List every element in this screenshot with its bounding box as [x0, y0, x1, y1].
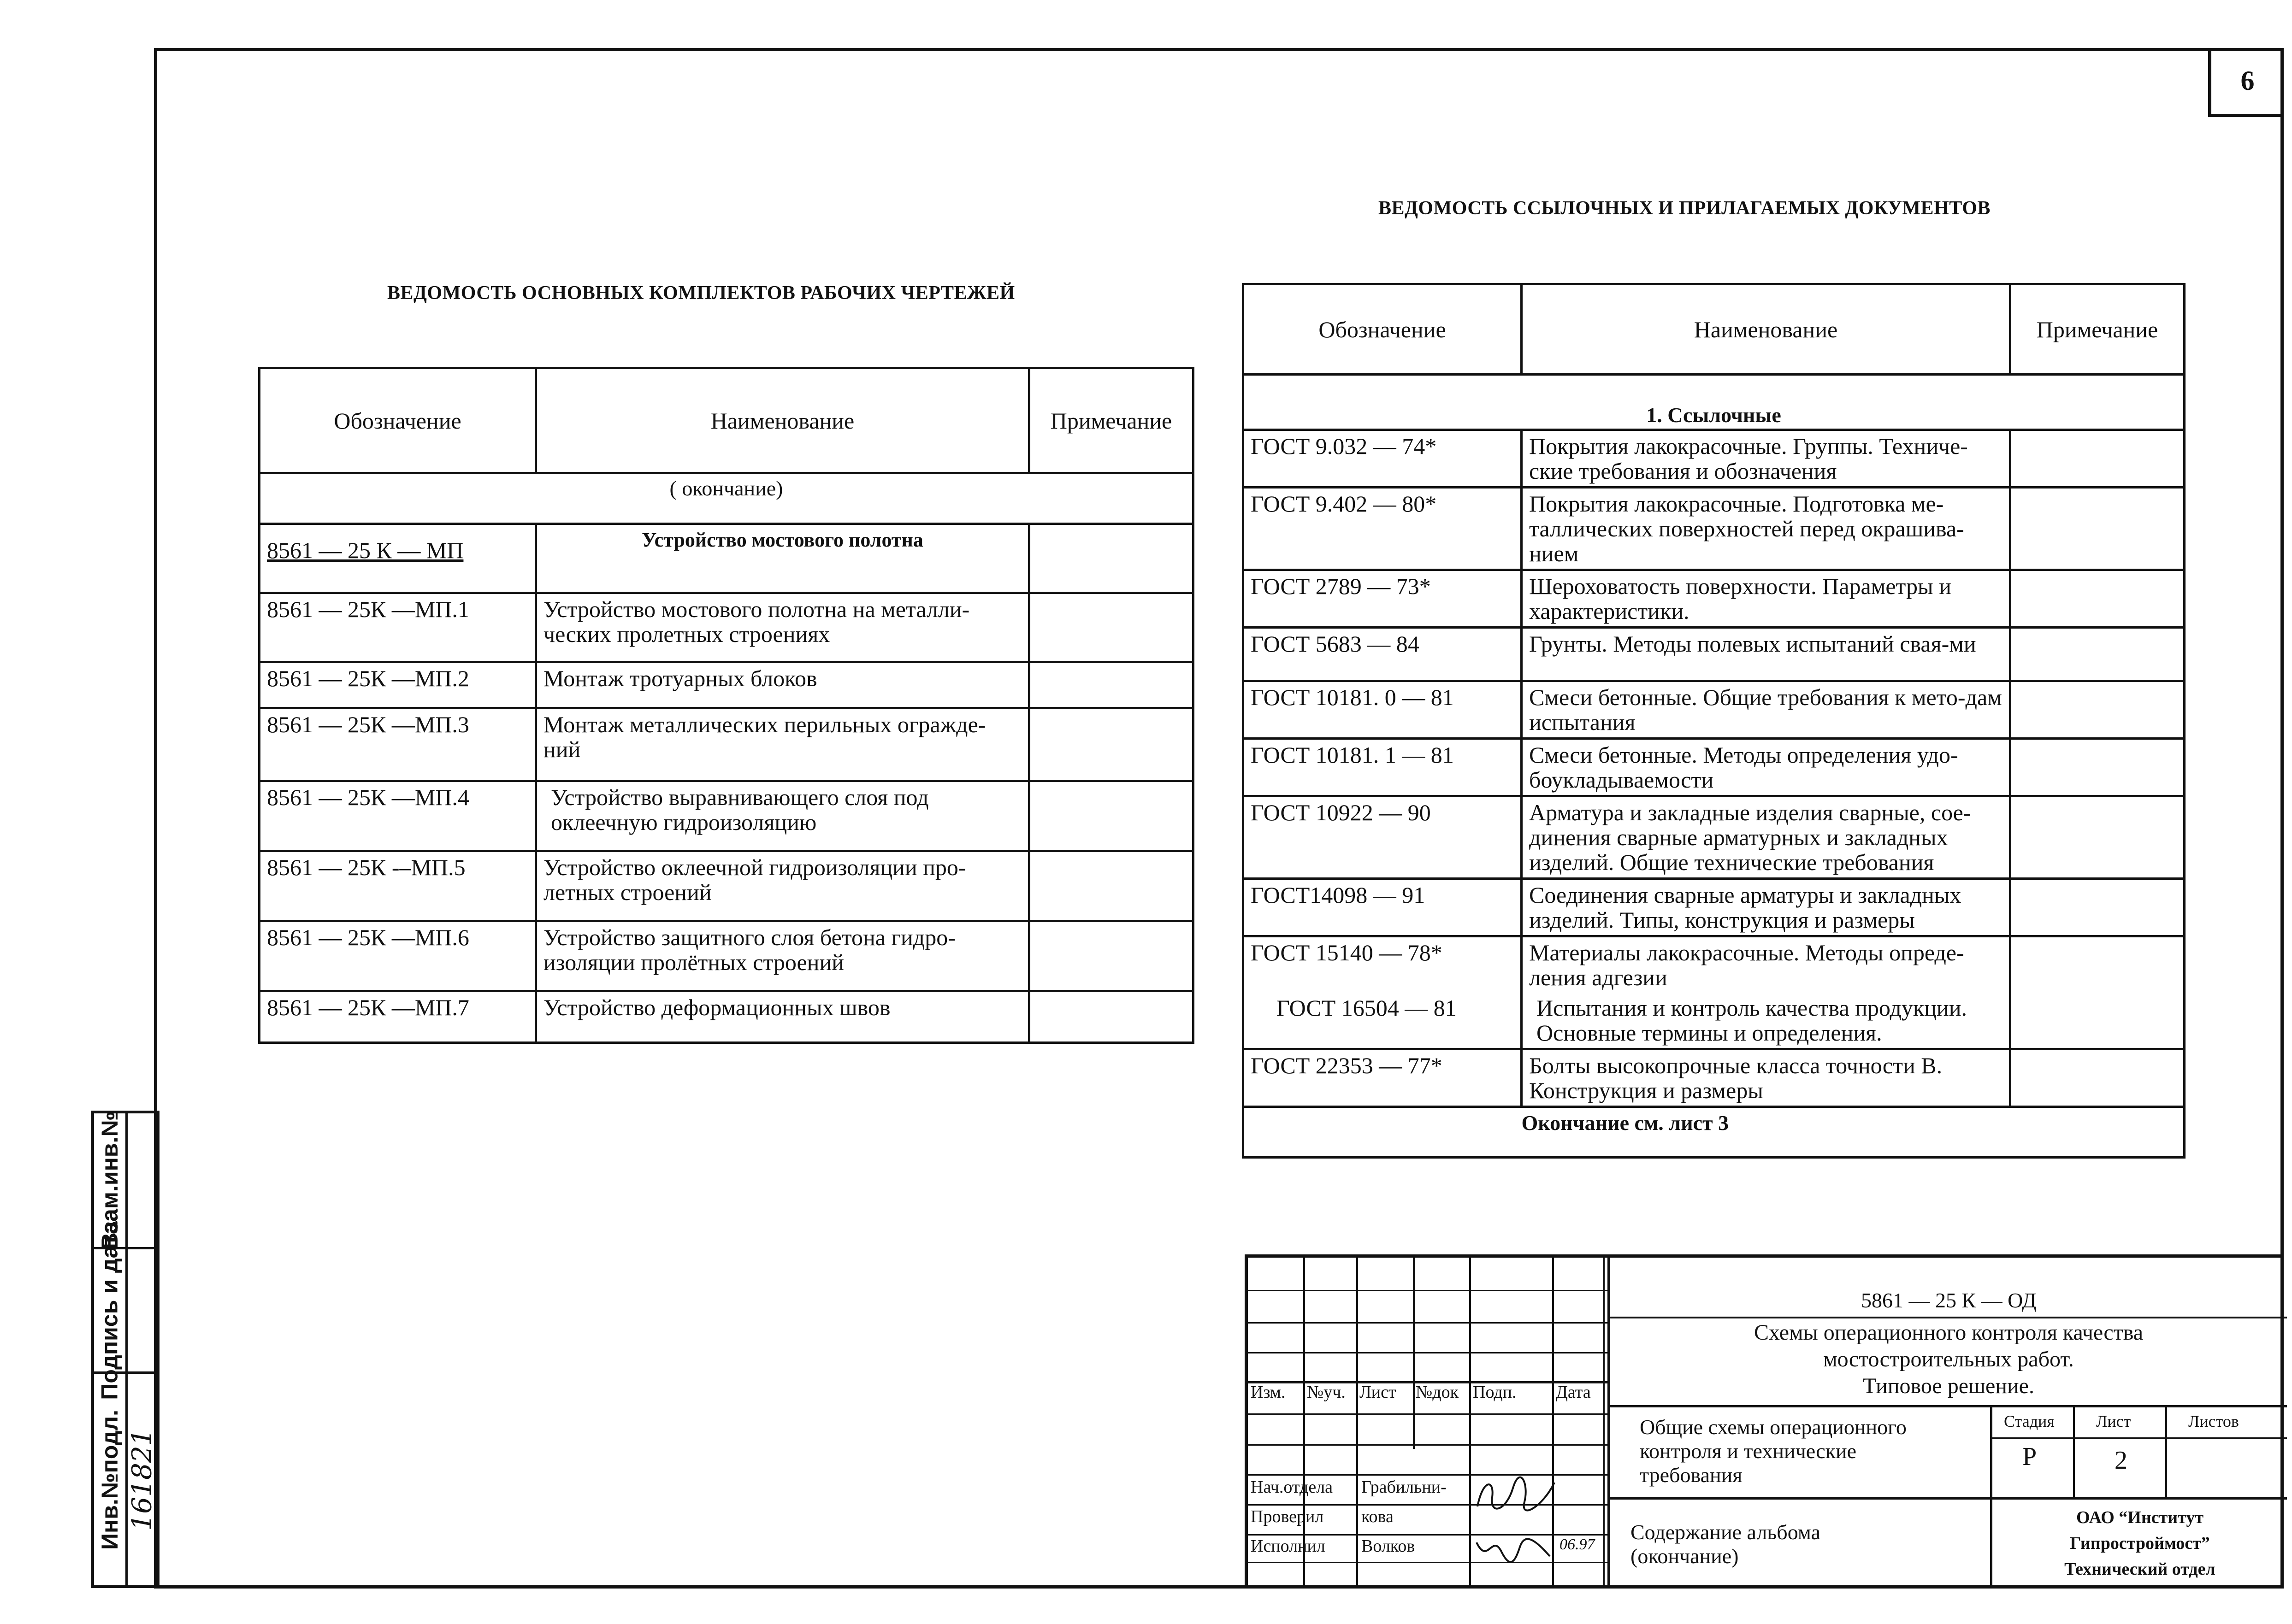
continuation-label: ( окончание)	[260, 473, 1193, 524]
row-name: Болты высокопрочные класса точности В. Конструкция и размеры	[1522, 1049, 2010, 1107]
row-name: Устройство мостового полотна на металли-ческих пролетных строениях	[536, 593, 1029, 662]
sheet-value: 2	[2115, 1446, 2127, 1475]
row-name: Арматура и закладные изделия сварные, сое-динения сварные арматурных и закладных изделий. Общие технические требования	[1522, 796, 2010, 879]
header-designation: Обозначение	[260, 368, 536, 473]
row-code: ГОСТ 22353 — 77*	[1243, 1049, 1522, 1107]
sheet-label: Лист	[2096, 1412, 2131, 1430]
sheet-title-line: Общие схемы операционного	[1640, 1415, 1907, 1439]
project-title-line: мостостроительных работ.	[1823, 1347, 2074, 1371]
row-code: 8561 — 25К —МП.4	[260, 781, 536, 851]
row-code: 8561 — 25К -–МП.5	[260, 851, 536, 921]
row-note	[2010, 739, 2185, 796]
row-code: 8561 — 25К —МП.2	[260, 662, 536, 708]
row-code: ГОСТ 10181. 1 — 81	[1243, 739, 1522, 796]
role-checked-name: кова	[1361, 1507, 1394, 1526]
organization-line: Гипростроймост”	[2070, 1534, 2210, 1553]
row-code: ГОСТ 15140 — 78*	[1243, 936, 1522, 993]
row-note	[1029, 662, 1193, 708]
row-note	[1029, 921, 1193, 991]
col-header-date: Дата	[1556, 1383, 1591, 1402]
row-code: 8561 — 25К —МП.7	[260, 991, 536, 1043]
stage-value: Р	[2022, 1442, 2037, 1471]
approval-date: 06.97	[1560, 1536, 1595, 1553]
header-name: Наименование	[536, 368, 1029, 473]
row-name: Соединения сварные арматуры и закладных изделий. Типы, конструкция и размеры	[1522, 879, 2010, 936]
row-note	[1029, 593, 1193, 662]
col-header-signature: Подп.	[1473, 1383, 1517, 1402]
sheets-count-label: Листов	[2188, 1412, 2239, 1430]
row-code: ГОСТ 10181. 0 — 81	[1243, 681, 1522, 739]
role-checked: Проверил	[1251, 1507, 1324, 1526]
signature-1-icon	[1474, 1474, 1557, 1516]
section-label: 1. Ссылочные	[1243, 375, 2185, 430]
row-code: ГОСТ 9.032 — 74*	[1243, 430, 1522, 488]
content-title-line: (окончание)	[1630, 1544, 1739, 1568]
inventory-number: 161821	[126, 1429, 158, 1531]
header-designation: Обозначение	[1243, 284, 1522, 375]
row-name: Покрытия лакокрасочные. Подготовка ме-таллических поверхностей перед окрашива-нием	[1522, 488, 2010, 570]
sheet-title-line: требования	[1640, 1463, 1743, 1487]
row-note	[2010, 430, 2185, 488]
row-name: Устройство защитного слоя бетона гидро-изоляции пролётных строений	[536, 921, 1029, 991]
document-code: 5861 — 25 К — ОД	[1861, 1289, 2037, 1312]
stamp-label-signature-date: Подпись и дата	[97, 1221, 123, 1400]
row-name: Грунты. Методы полевых испытаний свая-ми	[1522, 628, 2010, 681]
row-note	[2010, 993, 2185, 1049]
row-name: Устройство деформационных швов	[536, 991, 1029, 1043]
row-code: ГОСТ 5683 — 84	[1243, 628, 1522, 681]
header-name: Наименование	[1522, 284, 2010, 375]
sheet-title-line: контроля и технические	[1640, 1439, 1857, 1463]
col-header-section: №уч.	[1307, 1383, 1346, 1402]
row-note	[2010, 1049, 2185, 1107]
row-note	[2010, 936, 2185, 993]
project-title-line: Схемы операционного контроля качества	[1754, 1320, 2144, 1345]
row-name: Материалы лакокрасочные. Методы опреде-ления адгезии	[1522, 936, 2010, 993]
group-code: 8561 — 25 К — МП	[260, 524, 536, 593]
row-name: Покрытия лакокрасочные. Группы. Техниче-ские требования и обозначения	[1522, 430, 2010, 488]
role-executed: Исполнил	[1251, 1536, 1325, 1556]
side-stamp	[91, 1111, 159, 1588]
col-header-docno: №док	[1416, 1383, 1459, 1402]
header-note: Примечание	[1029, 368, 1193, 473]
content-title-line: Содержание альбома	[1630, 1520, 1821, 1544]
row-name: Испытания и контроль качества продукции. Основные термины и определения.	[1522, 993, 2010, 1049]
reference-documents-table	[1242, 283, 2186, 1159]
row-name: Монтаж тротуарных блоков	[536, 662, 1029, 708]
row-note	[1029, 781, 1193, 851]
row-note	[2010, 681, 2185, 739]
role-head: Нач.отдела	[1251, 1477, 1333, 1497]
row-code: ГОСТ 2789 — 73*	[1243, 570, 1522, 628]
row-note	[1029, 708, 1193, 781]
organization-line: ОАО “Институт	[2076, 1508, 2203, 1527]
row-code: ГОСТ 16504 — 81	[1243, 993, 1522, 1049]
row-code: 8561 — 25К —МП.1	[260, 593, 536, 662]
stamp-label-original-inv: Инв.№подл.	[97, 1410, 123, 1550]
row-note	[2010, 796, 2185, 879]
group-note	[1029, 524, 1193, 593]
header-note: Примечание	[2010, 284, 2185, 375]
organization	[1992, 1505, 2287, 1582]
col-header-change: Изм.	[1251, 1383, 1286, 1402]
stamp-label-replaced-inv: Взам.инв.№	[97, 1111, 123, 1250]
row-note	[1029, 991, 1193, 1043]
row-name: Смеси бетонные. Общие требования к мето-дам испытания	[1522, 681, 2010, 739]
row-note	[2010, 628, 2185, 681]
working-drawings-table	[258, 367, 1194, 1044]
row-note	[1029, 851, 1193, 921]
signature-2-icon	[1474, 1533, 1552, 1565]
role-head-name: Грабильни-	[1361, 1477, 1447, 1497]
row-note	[2010, 570, 2185, 628]
left-table-title: ВЕДОМОСТЬ ОСНОВНЫХ КОМПЛЕКТОВ РАБОЧИХ ЧЕРТЕЖЕЙ	[387, 282, 1015, 304]
row-code: ГОСТ 10922 — 90	[1243, 796, 1522, 879]
row-code: ГОСТ 9.402 — 80*	[1243, 488, 1522, 570]
table-footer: Окончание см. лист 3	[1522, 1107, 2185, 1158]
row-name: Смеси бетонные. Методы определения удо-боукладываемости	[1522, 739, 2010, 796]
row-note	[2010, 879, 2185, 936]
role-executed-name: Волков	[1361, 1536, 1415, 1556]
sheet-number: 6	[2208, 48, 2284, 117]
project-title	[1610, 1319, 2287, 1400]
row-note	[2010, 488, 2185, 570]
group-name: Устройство мостового полотна	[536, 524, 1029, 593]
row-name: Устройство оклеечной гидроизоляции про-летных строений	[536, 851, 1029, 921]
right-table-title: ВЕДОМОСТЬ ССЫЛОЧНЫХ И ПРИЛАГАЕМЫХ ДОКУМЕНТОВ	[1378, 198, 1991, 219]
row-code: ГОСТ14098 — 91	[1243, 879, 1522, 936]
row-code: 8561 — 25К —МП.3	[260, 708, 536, 781]
row-name: Устройство выравнивающего слоя под оклеечную гидроизоляцию	[536, 781, 1029, 851]
content-title	[1630, 1520, 1820, 1568]
stage-label: Стадия	[2004, 1412, 2055, 1430]
sheet-title	[1640, 1415, 1907, 1487]
row-code: 8561 — 25К —МП.6	[260, 921, 536, 991]
footer-spacer	[1243, 1107, 1522, 1158]
col-header-sheet: Лист	[1359, 1383, 1396, 1402]
row-name: Монтаж металлических перильных огражде-ний	[536, 708, 1029, 781]
row-name: Шероховатость поверхности. Параметры и характеристики.	[1522, 570, 2010, 628]
project-title-line: Типовое решение.	[1863, 1374, 2034, 1398]
title-block	[1245, 1254, 2284, 1587]
organization-line: Технический отдел	[2064, 1559, 2215, 1579]
